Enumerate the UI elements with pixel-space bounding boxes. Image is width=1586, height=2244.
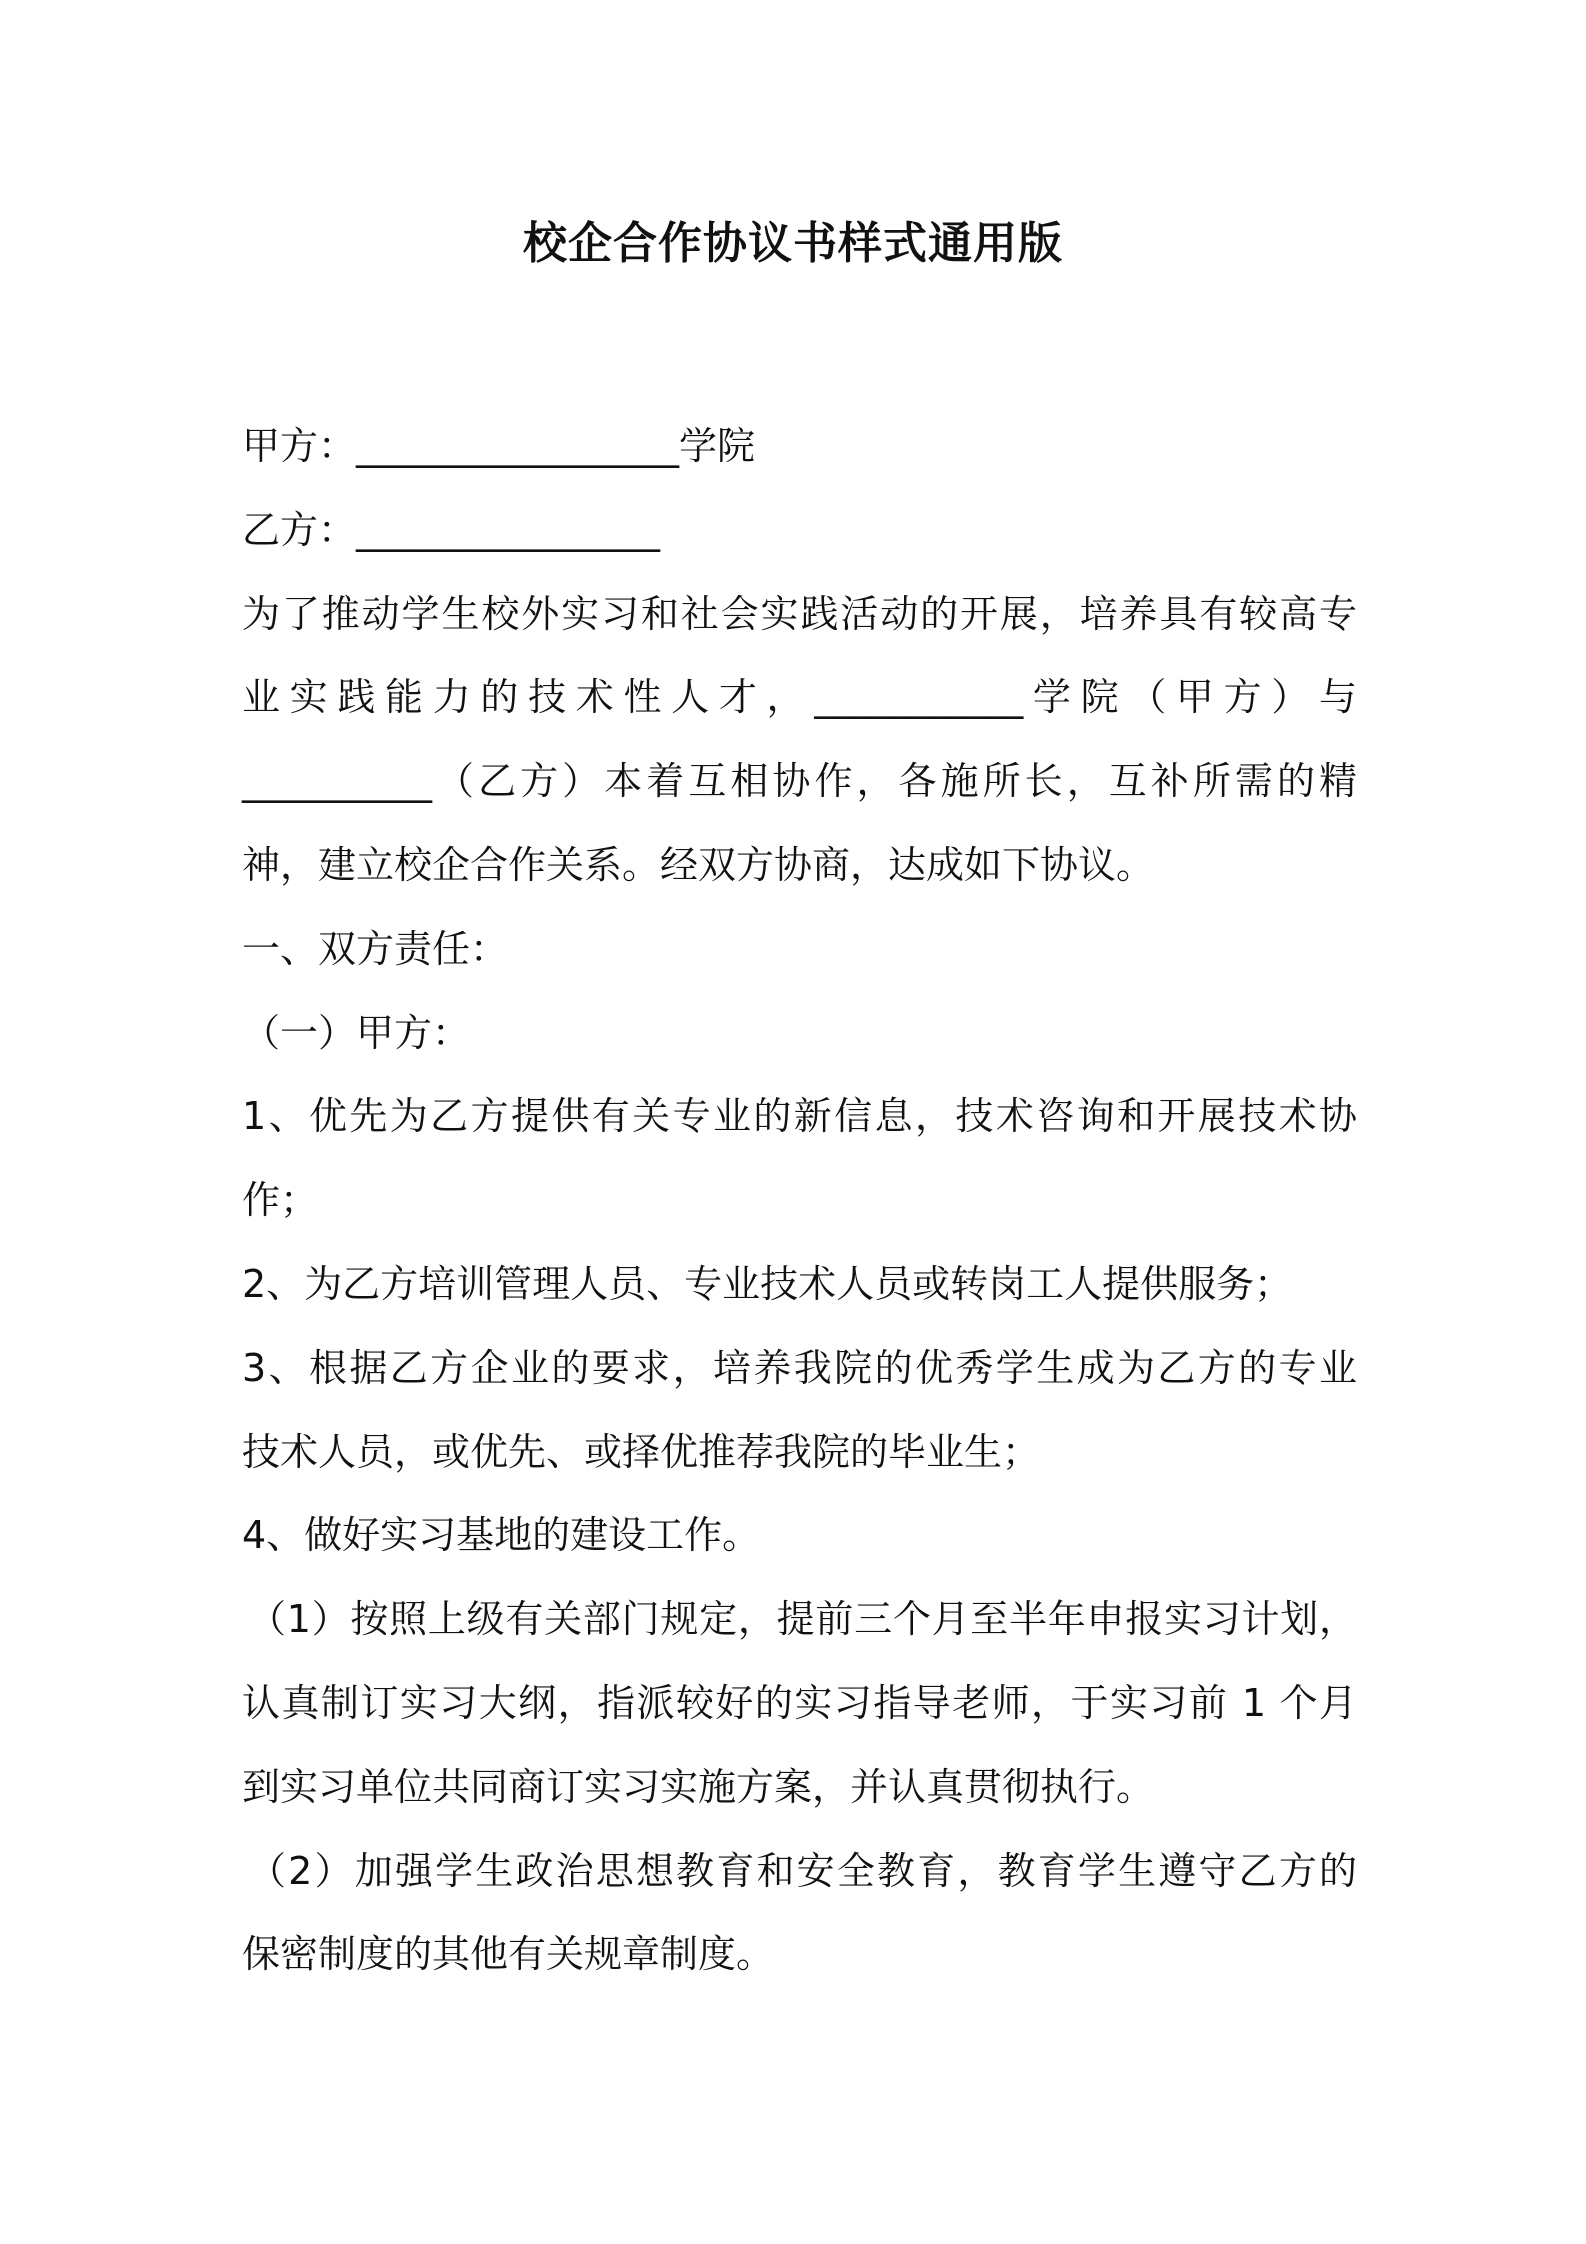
subsection-heading-party-a: （一）甲方： [242,1010,471,1055]
preamble-line-1: 为了推动学生校外实习和社会实践活动的开展，培养具有较高专 [242,591,1357,636]
clause-1-line-1: 1、优先为乙方提供有关专业的新信息，技术咨询和开展技术协 [242,1094,1357,1139]
preamble-line-3: __________（乙方）本着互相协作，各施所长，互补所需的精 [242,759,1357,804]
party-b-line: 乙方：________________ [242,507,661,552]
preamble-line-2: 业实践能力的技术性人才，___________学院（甲方）与 [242,675,1357,720]
clause-3-line-2: 技术人员，或优先、或择优推荐我院的毕业生； [242,1429,1041,1474]
item-1-line-3: 到实习单位共同商订实习实施方案，并认真贯彻执行。 [242,1764,1155,1809]
item-1-line-1: （1）按照上级有关部门规定，提前三个月至半年申报实习计划， [248,1597,1357,1642]
item-2-line-2: 保密制度的其他有关规章制度。 [242,1932,775,1977]
clause-1-line-2: 作； [242,1178,319,1223]
preamble-line-4: 神，建立校企合作关系。经双方协商，达成如下协议。 [242,842,1155,887]
clause-4-line: 4、做好实习基地的建设工作。 [242,1513,761,1558]
item-2-line-1: （2）加强学生政治思想教育和安全教育，教育学生遵守乙方的 [248,1848,1357,1893]
document-body [242,405,1357,1997]
clause-2-line: 2、为乙方培训管理人员、专业技术人员或转岗工人提供服务； [242,1261,1293,1306]
section-heading-responsibilities: 一、双方责任： [242,926,509,971]
document-title: 校企合作协议书样式通用版 [523,218,1063,269]
party-a-line: 甲方：_________________学院 [242,424,756,468]
item-1-line-2: 认真制订实习大纲，指派较好的实习指导老师，于实习前 1 个月 [242,1680,1357,1725]
clause-3-line-1: 3、根据乙方企业的要求，培养我院的优秀学生成为乙方的专业 [242,1345,1357,1390]
